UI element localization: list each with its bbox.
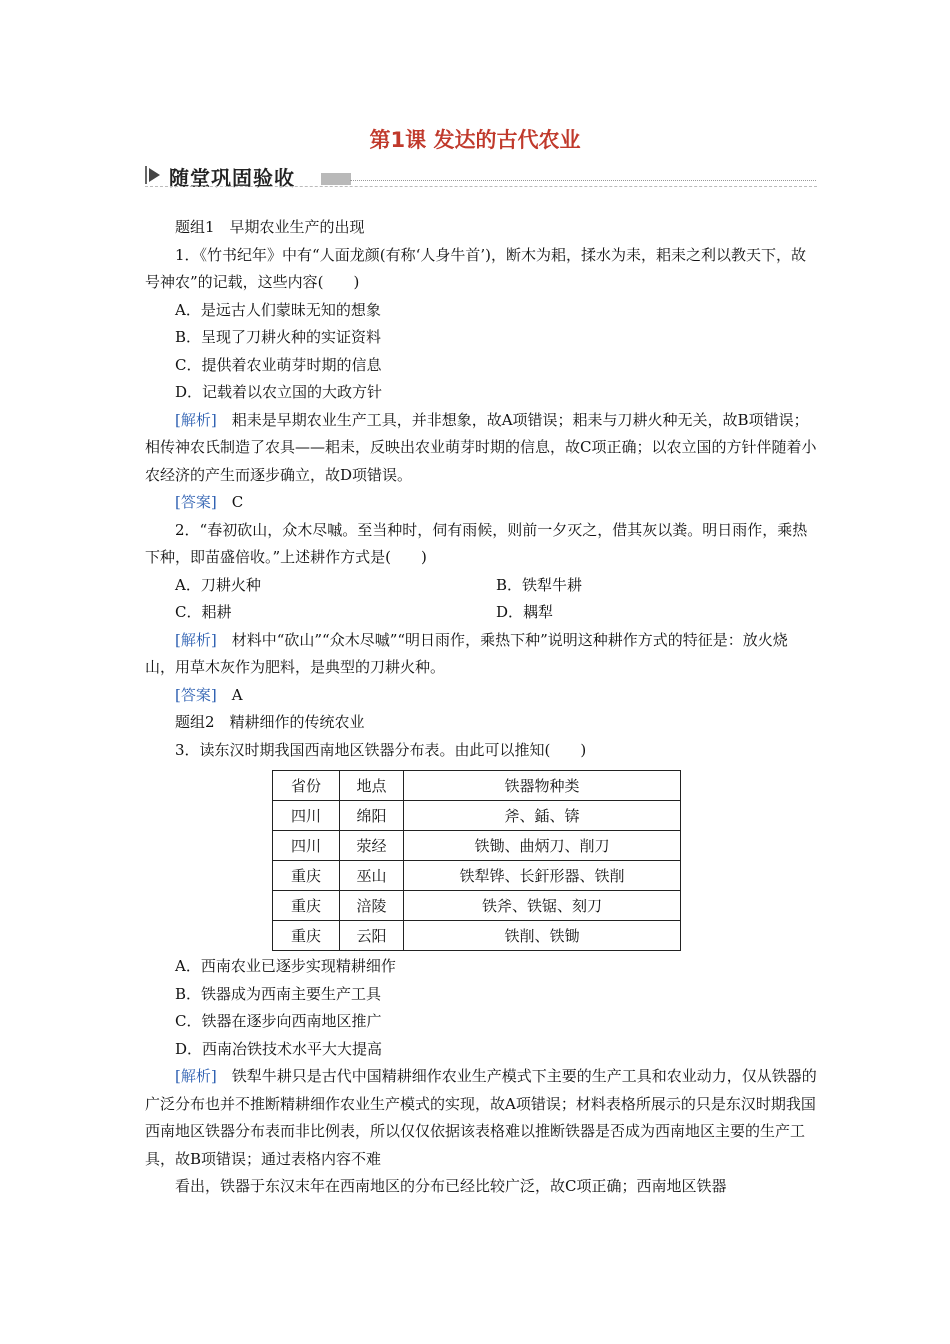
analysis-text: 铁犁牛耕只是古代中国精耕细作农业生产模式下主要的生产工具和农业动力，仅从铁器的广泛分布也并不推断精耕细作农业生产模式的实现，故A项错误；材料表格所展示的只是东汉时期我国西南地区铁器分布表而非比例表，所以仅仅依据该表格难以推断铁器是否成为西南地区主要的生产工具，故B项错误；通过表格内容不难	[145, 1067, 817, 1168]
banner-underline	[145, 186, 817, 187]
analysis-text: 耜耒是早期农业生产工具，并非想象，故A项错误；耜耒与刀耕火种无关，故B项错误；相传神农氏制造了农具——耜耒，反映出农业萌芽时期的信息，故C项正确；以农立国的方针伴随着小农经济的产生而逐步确立，故D项错误。	[145, 410, 817, 484]
iron-distribution-table	[272, 770, 681, 951]
table-cell: 铁锄、曲炳刀、削刀	[404, 831, 681, 861]
question-1-option-d: D．记载着以农立国的大政方针	[175, 383, 383, 401]
question-2-options-row-1	[145, 572, 817, 600]
answer-tag: [答案]	[175, 685, 217, 704]
table-cell: 荥经	[340, 831, 404, 861]
page-title: 第1课 发达的古代农业	[369, 128, 581, 152]
table-header-row	[273, 771, 681, 801]
banner-title: 随堂巩固验收	[169, 166, 295, 190]
table-cell: 重庆	[273, 861, 340, 891]
answer-tag: [答案]	[175, 493, 217, 511]
analysis-tag: [解析]	[175, 410, 217, 429]
group-heading: 题组1 早期农业生产的出现	[175, 218, 365, 236]
question-2-answer	[145, 682, 817, 710]
banner-divider	[350, 180, 816, 181]
analysis-tag: [解析]	[175, 1067, 217, 1085]
table-row	[273, 861, 681, 891]
question-1-option-a: A．是远古人们蒙昧无知的想象	[175, 300, 381, 319]
table-cell: 绵阳	[340, 801, 404, 831]
table-header: 铁器物种类	[404, 771, 681, 801]
question-1-answer	[145, 489, 817, 517]
question-3-analysis	[145, 1063, 817, 1173]
table-row	[273, 831, 681, 861]
table-row	[273, 891, 681, 921]
table-cell: 铁犁铧、长釬形器、铁削	[404, 861, 681, 891]
question-2-analysis	[145, 627, 817, 682]
answer-text: C	[216, 493, 244, 511]
play-arrow-icon	[145, 165, 161, 185]
question-3-option-a: A．西南农业已逐步实现精耕细作	[175, 957, 396, 975]
analysis-text: 材料中“砍山”“众木尽嘁”“明日雨作，乘热下种”说明这种耕作方式的特征是：放火烧山，用草木灰作为肥料，是典型的刀耕火种。	[145, 630, 788, 676]
table-cell: 巫山	[340, 861, 404, 891]
question-3-option-d: D．西南冶铁技术水平大大提高	[175, 1039, 383, 1058]
question-2-options-row-2	[145, 599, 817, 627]
question-2-option-b: B．铁犁牛耕	[496, 575, 583, 594]
table-cell: 重庆	[273, 891, 340, 921]
table-row	[273, 801, 681, 831]
banner-bar	[321, 173, 351, 185]
answer-text: A	[216, 685, 243, 704]
question-1-stem: 1．《竹书纪年》中有“人面龙颜(有称‘人身牛首’)，断木为耜，揉水为耒，耜耒之利以教天下，故号神农”的记载，这些内容( )	[145, 245, 806, 291]
table-cell: 重庆	[273, 921, 340, 951]
table-row	[273, 921, 681, 951]
question-1-option-c: C．提供着农业萌芽时期的信息	[175, 355, 382, 374]
table-cell: 铁斧、铁锯、刻刀	[404, 891, 681, 921]
section-banner	[145, 162, 817, 188]
question-3-stem: 3．读东汉时期我国西南地区铁器分布表。由此可以推知( )	[175, 740, 587, 759]
question-2-option-c: C．耜耕	[175, 603, 232, 621]
exercise-content	[145, 214, 817, 1201]
question-2-option-a: A．刀耕火种	[175, 575, 261, 594]
group-heading: 题组2 精耕细作的传统农业	[175, 713, 365, 731]
table-cell: 四川	[273, 801, 340, 831]
table-header: 地点	[340, 771, 404, 801]
table-cell: 云阳	[340, 921, 404, 951]
question-1-option-b: B．呈现了刀耕火种的实证资料	[175, 328, 382, 346]
table-cell: 涪陵	[340, 891, 404, 921]
question-2-stem: 2．“春初砍山，众木尽嘁。至当种时，伺有雨候，则前一夕灭之，借其灰以粪。明日雨作，乘热下种，即苗盛倍收。”上述耕作方式是( )	[145, 520, 808, 566]
question-3-analysis-continued: 看出，铁器于东汉末年在西南地区的分布已经比较广泛，故C项正确；西南地区铁器	[175, 1177, 727, 1195]
table-header: 省份	[273, 771, 340, 801]
table-cell: 斧、鍤、锛	[404, 801, 681, 831]
table-cell: 铁削、铁锄	[404, 921, 681, 951]
analysis-tag: [解析]	[175, 630, 217, 649]
question-1-analysis	[145, 407, 817, 490]
question-3-option-c: C．铁器在逐步向西南地区推广	[175, 1012, 382, 1030]
question-2-option-d: D．耦犁	[496, 603, 554, 621]
table-cell: 四川	[273, 831, 340, 861]
question-3-option-b: B．铁器成为西南主要生产工具	[175, 984, 382, 1003]
